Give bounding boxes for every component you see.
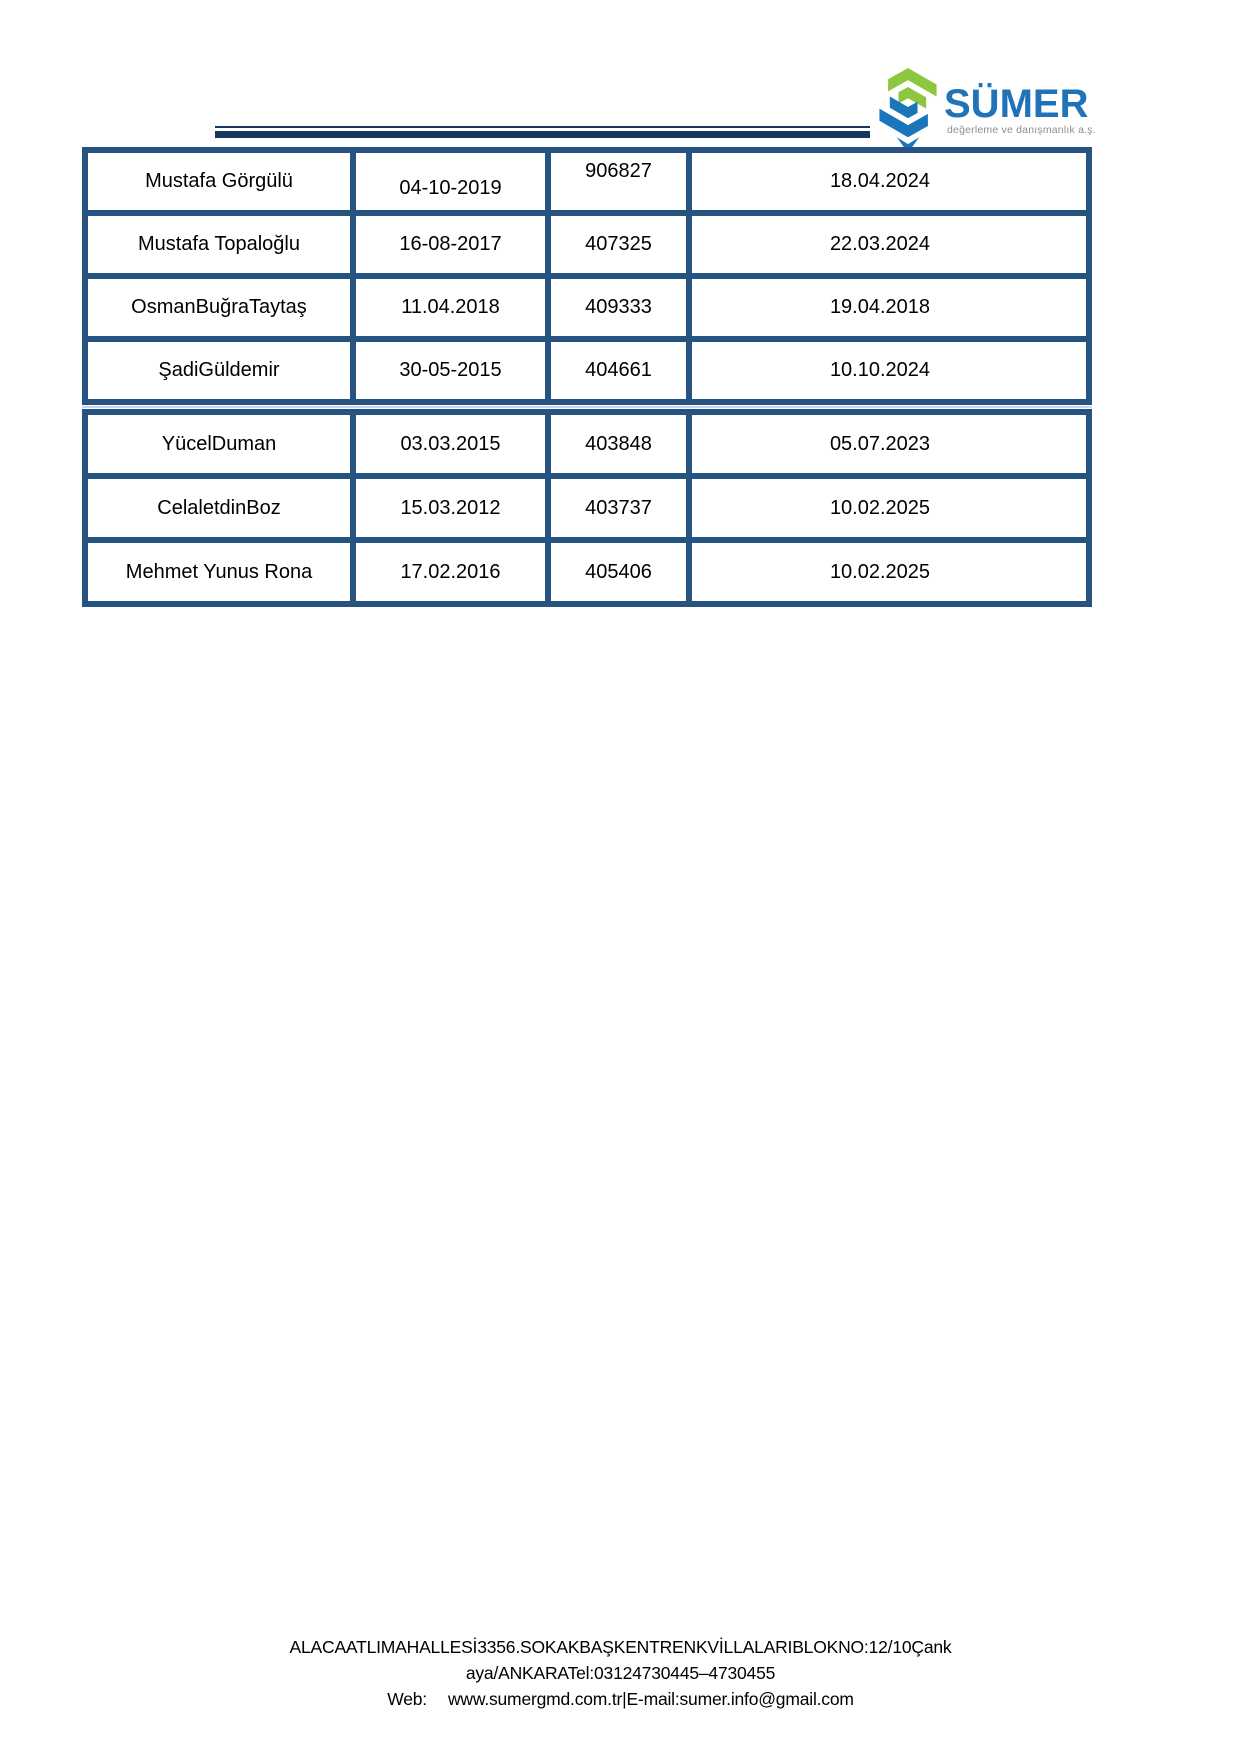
cell-date2: 05.07.2023 (829, 432, 931, 455)
cell-date2: 19.04.2018 (829, 296, 931, 318)
header-rule-thick (215, 131, 870, 138)
cell-name: Mustafa Topaloğlu (88, 216, 356, 273)
table-row (88, 415, 1086, 479)
cell-name: CelaletdinBoz (88, 479, 356, 537)
header-rule-thin (215, 126, 870, 128)
cell-number: 407325 (551, 216, 692, 273)
cell-number: 403848 (551, 415, 692, 473)
logo-wordmark: SÜMER (944, 82, 1089, 126)
logo-tagline: değerleme ve danışmanlık a.ş. (947, 124, 1096, 136)
table-row (88, 153, 1086, 216)
footer-address-line2: aya/ANKARATel:03124730445–4730455 (465, 1663, 776, 1683)
cell-date2: 10.02.2025 (829, 560, 931, 583)
table-row (88, 342, 1086, 399)
footer-web-label: Web: (387, 1689, 427, 1709)
cell-date2: 10.10.2024 (829, 359, 931, 381)
cell-name: Mustafa Görgülü (88, 153, 356, 210)
cell-date2: 10.02.2025 (829, 496, 931, 519)
cell-date1: 04-10-2019 (356, 153, 551, 210)
table-row (88, 479, 1086, 543)
sumer-logo (876, 55, 1096, 150)
sumer-hex-s-icon (876, 68, 940, 158)
cell-name: ŞadiGüldemir (88, 342, 356, 399)
cell-date1: 03.03.2015 (356, 415, 551, 473)
table-row (88, 216, 1086, 279)
table-row (88, 279, 1086, 342)
personnel-table-upper (82, 147, 1092, 405)
cell-date1: 30-05-2015 (356, 342, 551, 399)
cell-date2: 18.04.2024 (829, 170, 931, 192)
cell-number: 403737 (551, 479, 692, 537)
cell-name: Mehmet Yunus Rona (88, 543, 356, 601)
footer-web-email-text: www.sumergmd.com.tr|E-mail:sumer.info@gmail.com (447, 1689, 854, 1709)
cell-number: 404661 (551, 342, 692, 399)
cell-date1: 17.02.2016 (356, 543, 551, 601)
table-section-gap (82, 406, 1092, 408)
cell-date1: 11.04.2018 (356, 279, 551, 336)
cell-date2: 22.03.2024 (829, 233, 931, 255)
cell-date1: 15.03.2012 (356, 479, 551, 537)
cell-date1: 16-08-2017 (356, 216, 551, 273)
cell-name: OsmanBuğraTaytaş (88, 279, 356, 336)
personnel-table-lower (82, 409, 1092, 607)
footer-web-line (0, 1686, 1241, 1712)
cell-number: 405406 (551, 543, 692, 601)
footer-address-block (0, 1634, 1241, 1712)
cell-name: YücelDuman (88, 415, 356, 473)
footer-address-line1: ALACAATLIMAHALLESİ3356.SOKAKBAŞKENTRENKVİLLALARIBLOKNO:12/10Çank (289, 1637, 952, 1657)
cell-number: 409333 (551, 279, 692, 336)
cell-number: 906827 (551, 153, 692, 210)
table-row (88, 543, 1086, 601)
